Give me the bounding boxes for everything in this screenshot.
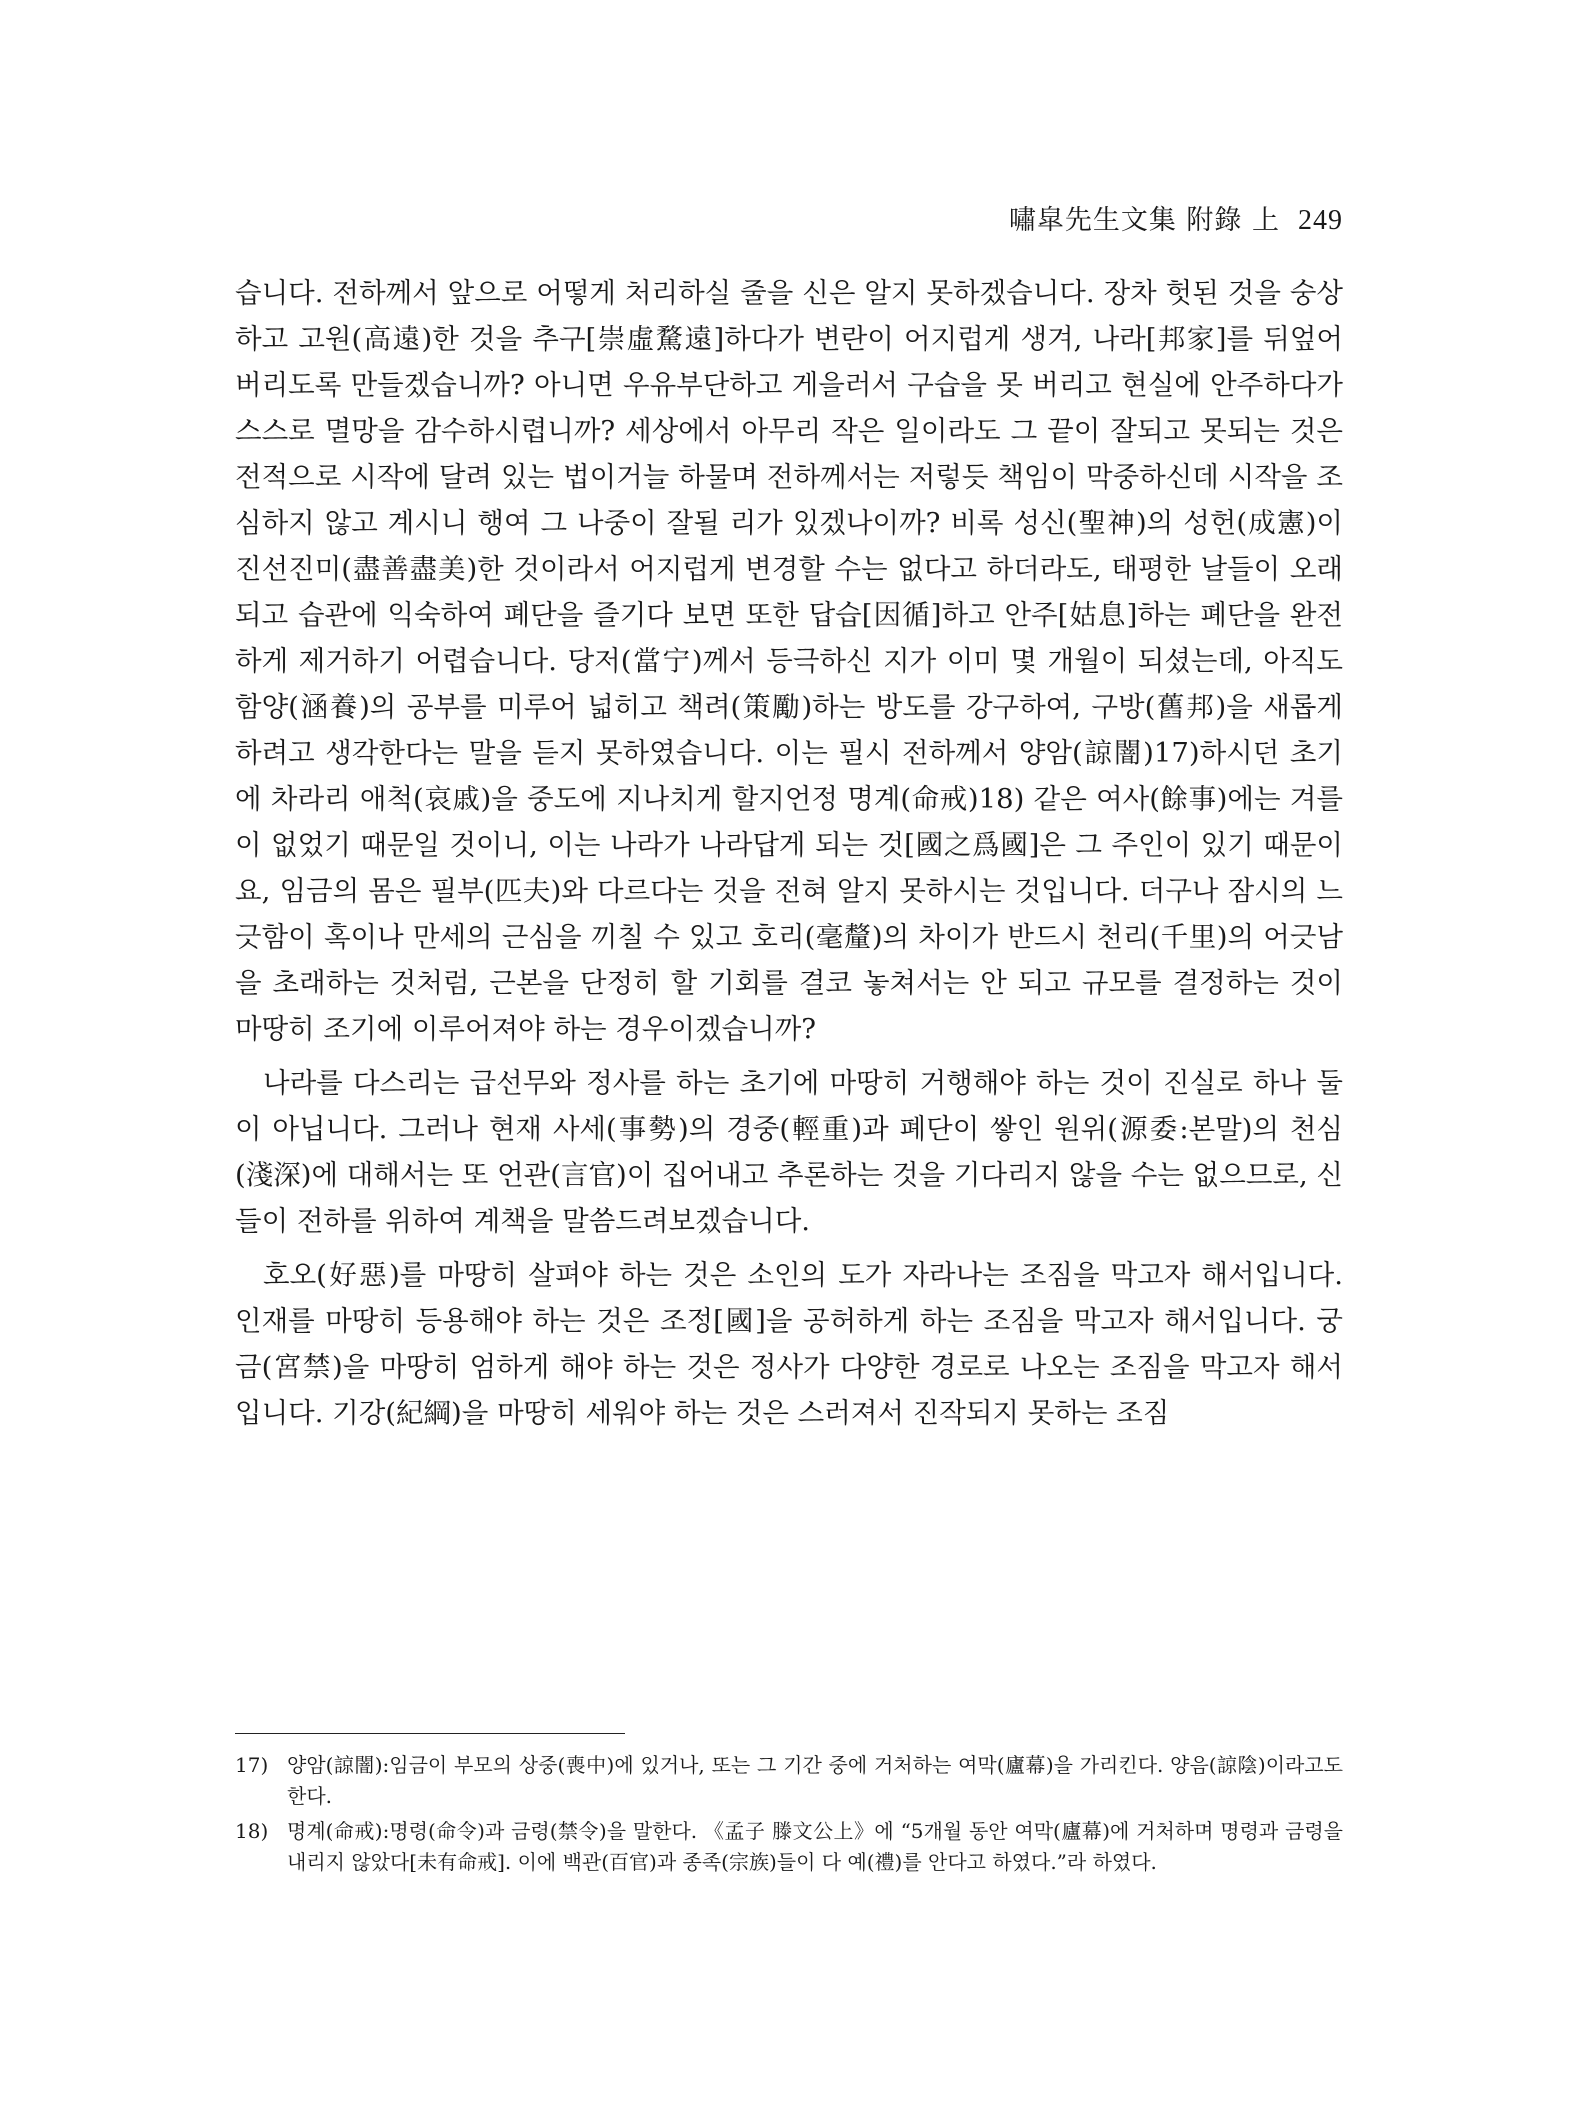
paragraph: 습니다. 전하께서 앞으로 어떻게 처리하실 줄을 신은 알지 못하겠습니다. 장차 헛된 것을 숭상하고 고원(高遠)한 것을 추구[崇虛騖遠]하다가 변란이 어지럽게 생겨, 나라[邦家]를 뒤엎어 버리도록 만들겠습니까? 아니면 우유부단하고 게을러서 구습을 못 버리고 현실에 안주하다가 스스로 멸망을 감수하시렵니까? 세상에서 아무리 작은 일이라도 그 끝이 잘되고 못되는 것은 전적으로 시작에 달려 있는 법이거늘 하물며 전하께서는 저렇듯 책임이 막중하신데 시작을 조심하지 않고 계시니 행여 그 나중이 잘될 리가 있겠나이까? 비록 성신(聖神)의 성헌(成憲)이 진선진미(盡善盡美)한 것이라서 어지럽게 변경할 수는 없다고 하더라도, 태평한 날들이 오래되고 습관에 익숙하여 폐단을 즐기다 보면 또한 답습[因循]하고 안주[姑息]하는 폐단을 완전하게 제거하기 어렵습니다. 당저(當宁)께서 등극하신 지가 이미 몇 개월이 되셨는데, 아직도 함양(涵養)의 공부를 미루어 넓히고 책려(策勵)하는 방도를 강구하여, 구방(舊邦)을 새롭게 하려고 생각한다는 말을 듣지 못하였습니다. 이는 필시 전하께서 양암(諒闇)17)하시던 초기에 차라리 애척(哀戚)을 중도에 지나치게 할지언정 명계(命戒)18) 같은 여사(餘事)에는 겨를이 없었기 때문일 것이니, 이는 나라가 나라답게 되는 것[國之爲國]은 그 주인이 있기 때문이요, 임금의 몸은 필부(匹夫)와 다르다는 것을 전혀 알지 못하시는 것입니다. 더구나 잠시의 느긋함이 혹이나 만세의 근심을 끼칠 수 있고 호리(毫釐)의 차이가 반드시 천리(千里)의 어긋남을 초래하는 것처럼, 근본을 단정히 할 기회를 결코 놓쳐서는 안 되고 규모를 결정하는 것이 마땅히 조기에 이루어져야 하는 경우이겠습니까? xyxy=(235,277,1343,1045)
footnote-text: 명계(命戒):명령(命令)과 금령(禁令)을 말한다. 《孟子 滕文公上》에 “5개월 동안 여막(廬幕)에 거처하며 명령과 금령을 내리지 않았다[未有命戒]. 이에 백관(百官)과 종족(宗族)들이 다 예(禮)를 안다고 하였다.”라 하였다. xyxy=(287,1819,1343,1874)
footnote xyxy=(235,1816,1343,1878)
main-text xyxy=(235,270,1343,1436)
running-header xyxy=(235,198,1343,237)
page-number: 249 xyxy=(1298,205,1343,236)
book-title: 嘯皐先生文集 附錄 上 xyxy=(1008,205,1280,236)
footnotes xyxy=(235,1750,1343,1882)
footnote-number: 17) xyxy=(235,1753,269,1777)
footnote-text: 양암(諒闇):임금이 부모의 상중(喪中)에 있거나, 또는 그 기간 중에 거처하는 여막(廬幕)을 가리킨다. 양음(諒陰)이라고도 한다. xyxy=(287,1753,1343,1808)
footnote xyxy=(235,1750,1343,1812)
footnote-divider xyxy=(235,1733,625,1734)
footnote-number: 18) xyxy=(235,1819,269,1843)
paragraph: 호오(好惡)를 마땅히 살펴야 하는 것은 소인의 도가 자라나는 조짐을 막고자 해서입니다. 인재를 마땅히 등용해야 하는 것은 조정[國]을 공허하게 하는 조짐을 막고자 해서입니다. 궁금(宮禁)을 마땅히 엄하게 해야 하는 것은 정사가 다양한 경로로 나오는 조짐을 막고자 해서입니다. 기강(紀綱)을 마땅히 세워야 하는 것은 스러져서 진작되지 못하는 조짐 xyxy=(235,1259,1343,1429)
paragraph: 나라를 다스리는 급선무와 정사를 하는 초기에 마땅히 거행해야 하는 것이 진실로 하나 둘이 아닙니다. 그러나 현재 사세(事勢)의 경중(輕重)과 폐단이 쌓인 원위(源委:본말)의 천심(淺深)에 대해서는 또 언관(言官)이 집어내고 추론하는 것을 기다리지 않을 수는 없으므로, 신들이 전하를 위하여 계책을 말씀드려보겠습니다. xyxy=(235,1067,1343,1237)
